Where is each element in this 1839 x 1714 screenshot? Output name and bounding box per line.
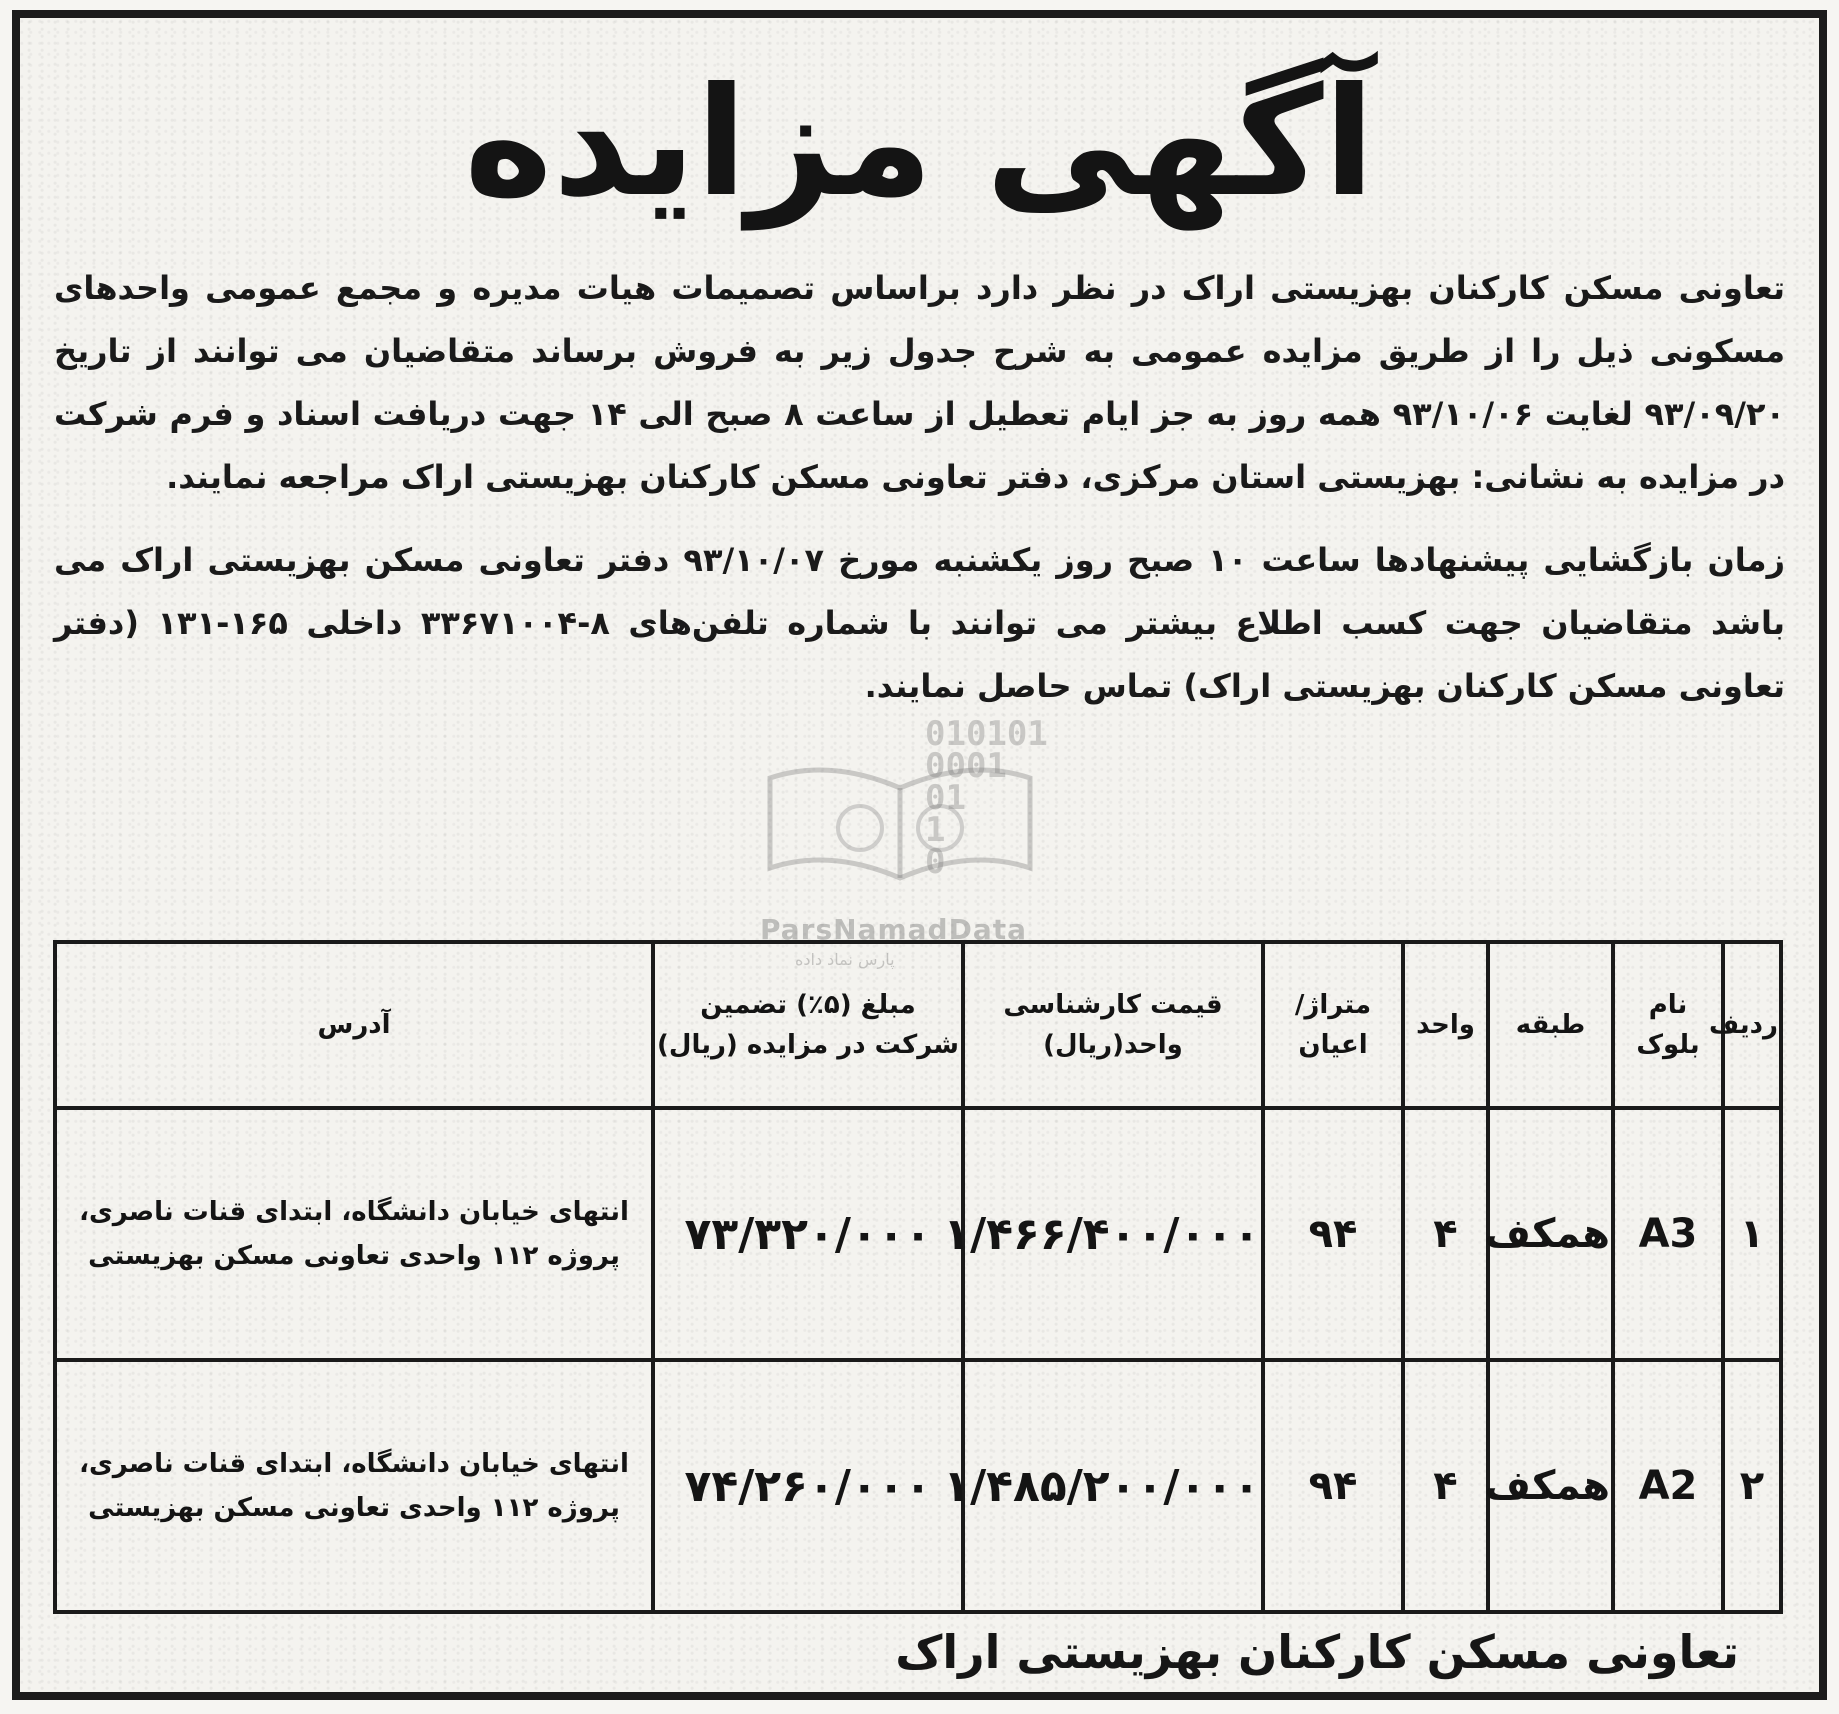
cell-price: ۱/۴۶۶/۴۰۰/۰۰۰ — [963, 1108, 1263, 1360]
notice-frame — [12, 10, 1827, 1700]
watermark-digit-line: 1 — [925, 810, 946, 850]
cell-area: ۹۴ — [1263, 1108, 1403, 1360]
header-address: آدرس — [55, 942, 653, 1108]
cell-row-number: ۱ — [1723, 1108, 1781, 1360]
cell-address: انتهای خیابان دانشگاه، ابتدای قنات ناصری، پروژه ۱۱۲ واحدی تعاونی مسکن بهزیستی — [55, 1360, 653, 1612]
watermark-digit-line: 0001 — [925, 746, 1007, 786]
cell-unit: ۴ — [1403, 1108, 1488, 1360]
header-area: متراژ/اعیان — [1263, 942, 1403, 1108]
watermark-digit-line: 010101 — [925, 714, 1048, 754]
header-floor: طبقه — [1488, 942, 1613, 1108]
watermark-digit-line: 01 — [925, 778, 966, 818]
table-row — [55, 1108, 1781, 1360]
header-deposit-line1: مبلغ (۵٪) تضمین — [700, 990, 916, 1020]
intro-paragraph — [54, 257, 1785, 509]
intro-text: در نظر دارد براساس تصمیمات هیات مدیره و مجمع عمومی واحدهای مسکونی ذیل را از طریق مزایده عمومی به شرح جدول زیر به فروش برساند متقاضیان می توانند از تاریخ ۹۳/۰۹/۲۰ لغایت ۹۳/۱۰/۰۶ همه روز به جز ایام تعطیل از ساعت ۸ صبح الی ۱۴ جهت دریافت اسناد و فرم شرکت در مزایده به نشانی: بهزیستی استان مرکزی، دفتر تعاونی مسکن کارکنان بهزیستی اراک مراجعه نمایند. — [54, 269, 1786, 496]
auction-table — [53, 940, 1783, 1614]
footer-signature: تعاونی مسکن کارکنان بهزیستی اراک — [895, 1625, 1739, 1679]
header-deposit — [653, 942, 963, 1108]
table-header-row — [55, 942, 1781, 1108]
watermark-brand: ParsNamadData — [760, 913, 1027, 946]
opening-paragraph: زمان بازگشایی پیشنهادها ساعت ۱۰ صبح روز یکشنبه مورخ ۹۳/۱۰/۰۷ دفتر تعاونی مسکن بهزیستی اراک می باشد متقاضیان جهت کسب اطلاع بیشتر می توانند با شماره تلفن‌های ۸-۳۳۶۷۱۰۰۴ داخلی ۱۶۵-۱۳۱ (دفتر تعاونی مسکن کارکنان بهزیستی اراک) تماس حاصل نمایند. — [54, 541, 1786, 705]
organization-name: تعاونی مسکن کارکنان بهزیستی اراک — [1181, 269, 1786, 307]
header-deposit-line2: شرکت در مزایده (ریال) — [657, 1030, 959, 1060]
cell-address: انتهای خیابان دانشگاه، ابتدای قنات ناصری، پروژه ۱۱۲ واحدی تعاونی مسکن بهزیستی — [55, 1108, 653, 1360]
cell-deposit: ۷۳/۳۲۰/۰۰۰ — [653, 1108, 963, 1360]
table-row — [55, 1360, 1781, 1612]
cell-block-name: A3 — [1613, 1108, 1723, 1360]
watermark-digit-line: 0 — [925, 842, 946, 882]
cell-block-name: A2 — [1613, 1360, 1723, 1612]
notice-title: آگهی مزایده — [464, 56, 1375, 230]
cell-deposit: ۷۴/۲۶۰/۰۰۰ — [653, 1360, 963, 1612]
header-unit: واحد — [1403, 942, 1488, 1108]
header-price-line1: قیمت کارشناسی — [1003, 990, 1223, 1020]
cell-area: ۹۴ — [1263, 1360, 1403, 1612]
header-row-number: ردیف — [1723, 942, 1781, 1108]
cell-row-number: ۲ — [1723, 1360, 1781, 1612]
watermark-brand-sub: پارس نماد داده — [795, 950, 895, 969]
header-price — [963, 942, 1263, 1108]
cell-floor: همکف — [1488, 1108, 1613, 1360]
cell-floor: همکف — [1488, 1360, 1613, 1612]
header-block-name: نام بلوک — [1613, 942, 1723, 1108]
cell-price: ۱/۴۸۵/۲۰۰/۰۰۰ — [963, 1360, 1263, 1612]
cell-unit: ۴ — [1403, 1360, 1488, 1612]
header-price-line2: واحد(ریال) — [1043, 1030, 1183, 1060]
